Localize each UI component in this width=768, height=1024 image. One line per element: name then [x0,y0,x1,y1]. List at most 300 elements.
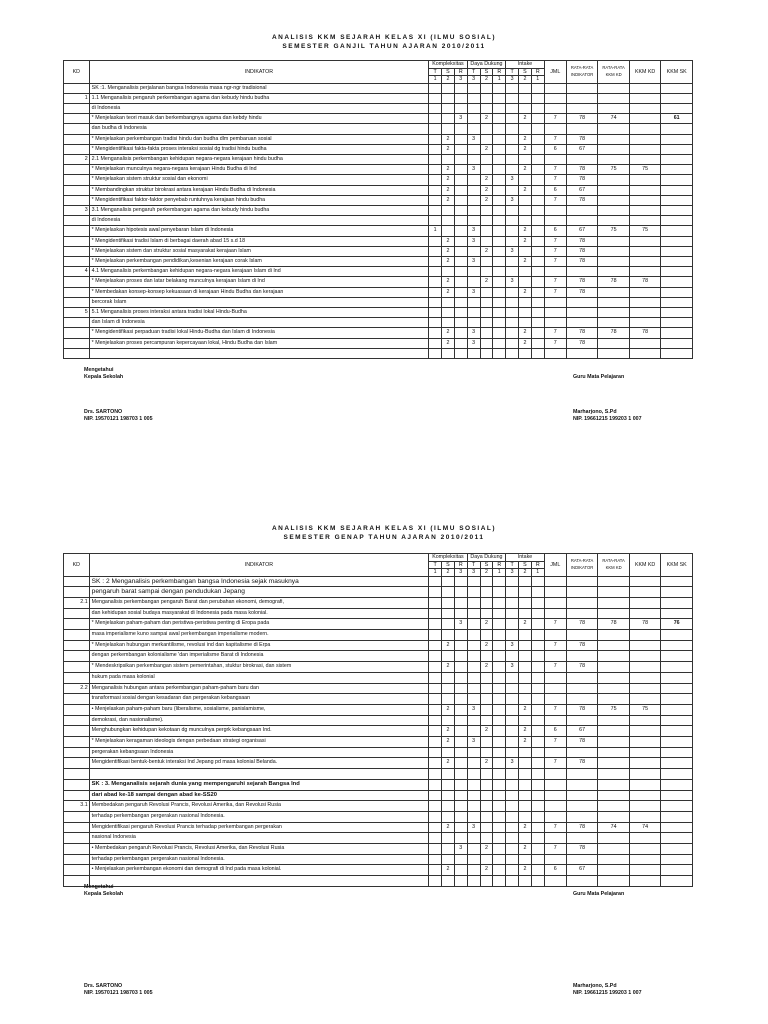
score-cell: 2 [519,287,532,297]
kkm-kd-cell [629,608,661,619]
score-cell [429,165,442,175]
score-cell [467,216,480,226]
indikator-cell: * Menjelaskan perkembangan pendidikan,kesenian kerajaan corak Islam [89,256,429,266]
score-cell: 2 [442,338,455,348]
indikator-cell: • Menjelaskan paham-paham baru (liberalisme, sosialisme, panislamisme, [89,704,429,715]
score-cell [467,597,480,608]
kkm-sk-cell [661,833,693,844]
col-kd-header: KD [64,554,90,577]
score-cell [480,779,493,790]
jml-cell: 7 [544,328,566,338]
score-cell [442,769,455,780]
rata-kkm-kd-cell [598,854,630,865]
table-row [64,134,693,144]
jml-cell [544,876,566,887]
score-cell [429,175,442,185]
kkm-sk-cell [661,715,693,726]
kkm-sk-cell [661,246,693,256]
score-cell [531,328,544,338]
kd-cell [64,297,90,307]
score-cell [480,93,493,103]
score-cell [506,154,519,164]
score-cell [454,737,467,748]
rata-indikator-cell: 78 [566,114,598,124]
rata-kkm-kd-cell [598,726,630,737]
score-cell: 2 [519,165,532,175]
rata-kkm-kd-cell [598,338,630,348]
score-cell [429,195,442,205]
kd-cell [64,256,90,266]
rata-indikator-cell [566,801,598,812]
indikator-cell [89,876,429,887]
score-cell [429,865,442,876]
jml-cell: 7 [544,704,566,715]
col-komplexitas-header: Komplekxitas [429,554,468,562]
weight-label: 1 [429,569,442,577]
kkm-kd-cell [629,185,661,195]
table-row [64,165,693,175]
score-cell [506,576,519,587]
tsr-label: R [493,68,506,76]
score-cell [531,267,544,277]
score-cell [467,833,480,844]
score-cell [519,205,532,215]
score-cell [531,287,544,297]
jml-cell: 7 [544,822,566,833]
score-cell [506,726,519,737]
indikator-cell: * Menjelaskan paham-paham dan peristiwa-peristiwa penting di Eropa pada [89,619,429,630]
jml-cell: 6 [544,226,566,236]
score-cell [454,876,467,887]
score-cell: 2 [442,256,455,266]
table-row [64,715,693,726]
jml-cell [544,216,566,226]
score-cell [480,103,493,113]
indikator-cell: • Menjelaskan perkembangan ekonomi dan demografi di Ind pada masa kolonial. [89,865,429,876]
kkm-sk-cell [661,195,693,205]
score-cell [454,822,467,833]
col-kkm-sk-header: KKM SK [661,61,693,84]
kkm-sk-cell [661,338,693,348]
score-cell: 3 [506,662,519,673]
score-cell [429,833,442,844]
kkm-sk-cell: 76 [661,619,693,630]
kkm-kd-cell [629,737,661,748]
rata-kkm-kd-cell [598,801,630,812]
table-row [64,114,693,124]
score-cell [493,876,506,887]
kd-cell [64,737,90,748]
score-cell [531,854,544,865]
jml-cell: 7 [544,134,566,144]
score-cell [480,154,493,164]
indikator-cell: * Mengidentifikasi faktor-faktor penyebab runtuhnya kerajaan hindu budha [89,195,429,205]
score-cell [442,683,455,694]
weight-label: 2 [442,569,455,577]
score-cell [506,165,519,175]
kd-cell [64,103,90,113]
kkm-sk-cell: 61 [661,114,693,124]
score-cell [454,790,467,801]
jml-cell [544,608,566,619]
score-cell [429,640,442,651]
score-cell [480,876,493,887]
score-cell [442,651,455,662]
jml-cell [544,630,566,641]
score-cell [493,801,506,812]
sheet2-signature-left [84,884,123,898]
score-cell [506,205,519,215]
score-cell [480,715,493,726]
kd-cell [64,287,90,297]
kd-cell [64,226,90,236]
score-cell [506,672,519,683]
rata-indikator-cell: 78 [566,236,598,246]
col-komplexitas-header: Komplekxitas [429,61,468,69]
score-cell [506,144,519,154]
rata-indikator-cell: 67 [566,226,598,236]
score-cell: 1 [429,226,442,236]
indikator-cell: terhadap perkembangan pergerakan nasional Indonesia. [89,854,429,865]
score-cell [429,779,442,790]
score-cell [467,307,480,317]
score-cell [467,844,480,855]
score-cell [493,811,506,822]
score-cell: 2 [519,822,532,833]
table-row [64,297,693,307]
score-cell: 2 [442,195,455,205]
score-cell [493,865,506,876]
rata-indikator-cell: 67 [566,726,598,737]
kd-cell [64,246,90,256]
score-cell [429,576,442,587]
score-cell [480,737,493,748]
score-cell [467,124,480,134]
rata-kkm-kd-cell [598,811,630,822]
kd-cell [64,216,90,226]
signer-nip-right: NIP. 19661215 199203 1 007 [573,416,642,422]
score-cell [454,185,467,195]
score-cell [531,672,544,683]
score-cell [454,672,467,683]
kd-cell [64,277,90,287]
kd-cell [64,630,90,641]
score-cell [493,226,506,236]
kkm-sk-cell [661,175,693,185]
indikator-cell [89,769,429,780]
score-cell [429,811,442,822]
score-cell [493,236,506,246]
score-cell [519,811,532,822]
tsr-label: R [531,68,544,76]
score-cell [480,226,493,236]
jml-cell: 7 [544,287,566,297]
indikator-cell: 5.1 Menganalisis proses interaksi antara tradisi lokal Hindu-Budha [89,307,429,317]
rata-kkm-kd-cell: 78 [598,619,630,630]
kkm-sk-cell [661,608,693,619]
kd-cell [64,854,90,865]
weight-label: 1 [429,76,442,84]
rata-indikator-cell [566,683,598,694]
score-cell [519,175,532,185]
score-cell: 2 [442,144,455,154]
kkm-kd-cell [629,576,661,587]
col-kkm-kd-header: KKM KD [629,61,661,84]
kd-cell [64,619,90,630]
score-cell: 2 [480,619,493,630]
score-cell [531,822,544,833]
score-cell: 2 [442,737,455,748]
col-intake-header: Intake [506,61,545,69]
indikator-cell: 1.1 Menganalisis pengaruh perkembangan agama dan kebudy hindu budha [89,93,429,103]
score-cell [442,216,455,226]
kkm-kd-cell: 74 [629,822,661,833]
table-row [64,144,693,154]
weight-label: 3 [506,76,519,84]
score-cell [519,83,532,93]
table-row [64,822,693,833]
score-cell [531,801,544,812]
score-cell [442,205,455,215]
score-cell [442,844,455,855]
score-cell [480,694,493,705]
jml-cell: 7 [544,277,566,287]
kkm-sk-cell [661,83,693,93]
score-cell: 2 [480,144,493,154]
score-cell [493,144,506,154]
score-cell [442,114,455,124]
kkm-sk-cell [661,694,693,705]
kkm-sk-cell [661,672,693,683]
score-cell: 3 [454,619,467,630]
kkm-kd-cell [629,287,661,297]
tsr-label: S [442,561,455,569]
table-row [64,737,693,748]
rata-indikator-cell [566,630,598,641]
rata-kkm-kd-cell [598,662,630,673]
kd-cell [64,694,90,705]
score-cell [506,704,519,715]
score-cell [493,338,506,348]
kkm-sk-cell [661,854,693,865]
table-row [64,779,693,790]
kkm-kd-cell [629,683,661,694]
table-row [64,195,693,205]
kd-cell [64,144,90,154]
rata-indikator-cell [566,672,598,683]
score-cell [493,715,506,726]
score-cell [454,205,467,215]
score-cell [506,844,519,855]
rata-kkm-kd-cell [598,844,630,855]
score-cell [454,576,467,587]
rata-kkm-kd-cell [598,608,630,619]
rata-indikator-cell [566,811,598,822]
kkm-sk-cell [661,790,693,801]
score-cell [493,216,506,226]
score-cell: 2 [480,726,493,737]
score-cell [454,144,467,154]
score-cell [429,790,442,801]
rata-kkm-kd-cell [598,124,630,134]
score-cell [531,318,544,328]
score-cell [454,758,467,769]
score-cell [454,769,467,780]
score-cell: 3 [467,737,480,748]
indikator-cell: * Menjelaskan munculnya negara-negara kerajaan Hindu Budha di Ind [89,165,429,175]
score-cell: 2 [480,195,493,205]
score-cell [506,103,519,113]
kkm-sk-cell [661,576,693,587]
jml-cell: 7 [544,662,566,673]
kkm-kd-cell [629,726,661,737]
rata-kkm-kd-cell [598,630,630,641]
score-cell [429,338,442,348]
score-cell [506,114,519,124]
score-cell [506,769,519,780]
score-cell [493,348,506,358]
score-cell: 2 [442,165,455,175]
table-row [64,672,693,683]
score-cell: 2 [480,175,493,185]
score-cell [480,597,493,608]
score-cell [531,114,544,124]
score-cell [493,630,506,641]
score-cell [519,307,532,317]
score-cell [454,779,467,790]
score-cell [467,640,480,651]
score-cell [506,779,519,790]
score-cell [493,103,506,113]
score-cell [531,175,544,185]
indikator-cell: nasional Indonesia [89,833,429,844]
score-cell [429,83,442,93]
score-cell [493,246,506,256]
rata-kkm-kd-cell [598,267,630,277]
score-cell [519,694,532,705]
score-cell [493,672,506,683]
rata-kkm-kd-cell [598,576,630,587]
score-cell [531,154,544,164]
weight-label: 3 [454,76,467,84]
indikator-cell: dan kehidupan sosial budaya masyarakat di Indonesia pada masa kolonial. [89,608,429,619]
weight-label: 3 [506,569,519,577]
score-cell [454,801,467,812]
score-cell [467,608,480,619]
kkm-sk-cell [661,236,693,246]
score-cell [519,876,532,887]
rata-kkm-kd-cell [598,175,630,185]
rata-kkm-kd-cell: 75 [598,704,630,715]
kkm-kd-cell [629,587,661,598]
score-cell [454,328,467,338]
kkm-kd-cell [629,93,661,103]
jml-cell: 7 [544,619,566,630]
weight-label: 2 [519,569,532,577]
table-row [64,226,693,236]
jml-cell: 7 [544,246,566,256]
rata-kkm-kd-cell [598,154,630,164]
score-cell [454,154,467,164]
score-cell [531,683,544,694]
tsr-label: T [506,68,519,76]
score-cell [519,662,532,673]
score-cell [429,216,442,226]
score-cell [480,348,493,358]
rata-indikator-cell: 78 [566,619,598,630]
score-cell [519,683,532,694]
table-row [64,662,693,673]
jml-cell [544,267,566,277]
score-cell [442,694,455,705]
rata-indikator-cell [566,154,598,164]
weight-label: 1 [531,569,544,577]
sheet1-title-line2: SEMESTER GANJIL TAHUN AJARAN 2010/2011 [282,43,486,50]
score-cell [467,246,480,256]
rata-kkm-kd-cell [598,865,630,876]
rata-kkm-kd-cell [598,144,630,154]
score-cell: 3 [506,175,519,185]
tsr-label: T [467,561,480,569]
tsr-label: S [480,561,493,569]
score-cell [493,747,506,758]
rata-indikator-cell: 78 [566,195,598,205]
signer-name-right: Marharjono, S.Pd [573,983,617,989]
score-cell [429,747,442,758]
kd-cell [64,318,90,328]
score-cell [506,833,519,844]
score-cell [429,769,442,780]
rata-indikator-cell: 67 [566,865,598,876]
score-cell [429,297,442,307]
score-cell: 2 [480,844,493,855]
score-cell [467,726,480,737]
score-cell [493,114,506,124]
score-cell: 2 [442,175,455,185]
table-row [64,694,693,705]
kd-cell: 1 [64,93,90,103]
indikator-cell: Menghubungkan kehidupan kekotaan dg munculnya pergrk kebangsaan Ind. [89,726,429,737]
rata-indikator-cell [566,747,598,758]
score-cell [454,726,467,737]
score-cell [429,124,442,134]
kkm-sk-cell [661,779,693,790]
score-cell [519,833,532,844]
jml-cell [544,672,566,683]
score-cell [506,801,519,812]
indikator-cell: * Menjelaskan hipotesis awal penyebaran Islam di Indonesia [89,226,429,236]
score-cell [493,704,506,715]
score-cell [442,587,455,598]
table-row [64,216,693,226]
kkm-sk-cell [661,328,693,338]
rata-indikator-cell: 78 [566,328,598,338]
jml-cell: 7 [544,844,566,855]
kkm-kd-cell: 78 [629,328,661,338]
score-cell [480,608,493,619]
jml-cell [544,124,566,134]
score-cell [519,640,532,651]
rata-kkm-kd-cell [598,185,630,195]
kkm-sk-cell [661,597,693,608]
rata-indikator-cell [566,103,598,113]
kkm-sk-cell [661,801,693,812]
rata-indikator-cell [566,205,598,215]
score-cell [506,630,519,641]
score-cell [442,790,455,801]
score-cell [467,747,480,758]
kkm-sk-cell [661,318,693,328]
